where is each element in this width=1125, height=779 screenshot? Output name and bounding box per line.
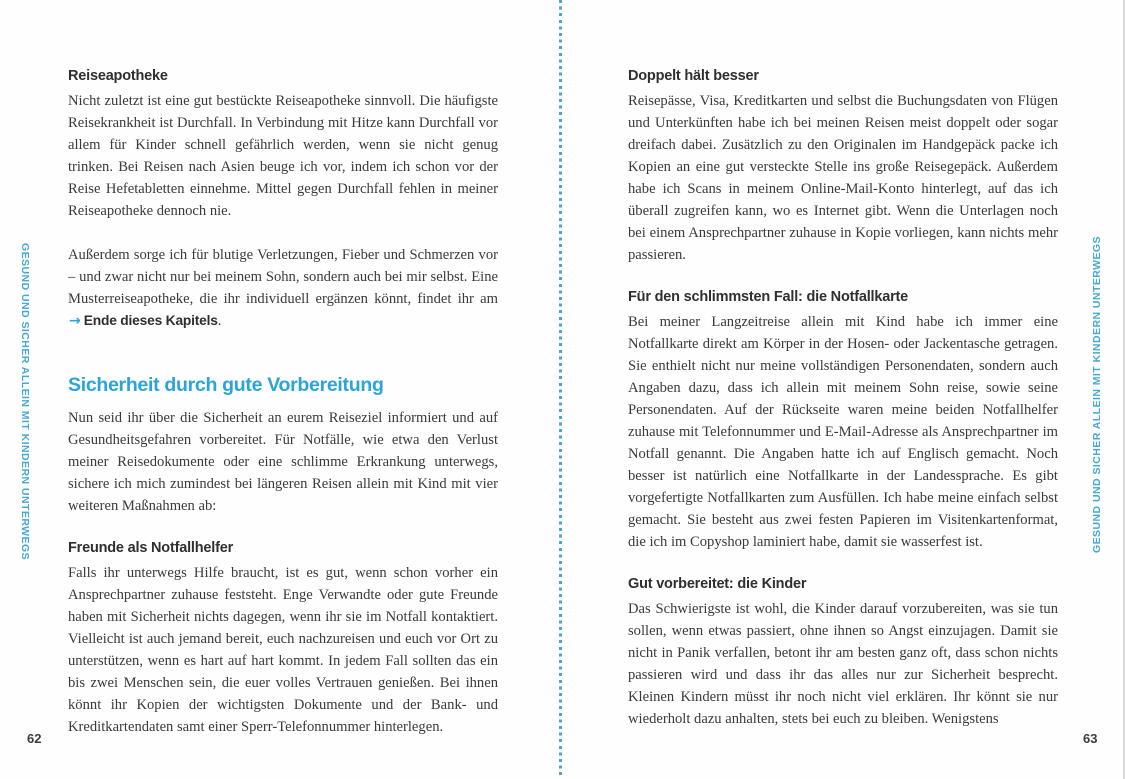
chapter-title-sidebar-left: GESUND UND SICHER ALLEIN MIT KINDERN UNTERWEGS	[19, 243, 31, 561]
page-number-62: 62	[27, 731, 42, 746]
chapter-end-reference-link[interactable]	[68, 313, 218, 329]
chapter-title-sidebar-right: GESUND UND SICHER ALLEIN MIT KINDERN UNTERWEGS	[1091, 236, 1103, 554]
paragraph-notfallkarte: Bei meiner Langzeitreise allein mit Kind habe ich immer eine Notfallkarte direkt am Körper in der Hosen- oder Jackentasche getragen. Sie enthielt nicht nur meine vollständigen Personendaten, sondern auch Angaben dazu, dass ich allein mit meinem Sohn reise, sowie seine Personendaten. Auf der Rückseite waren meine beiden Notfallhelfer zuhause mit Telefonnummer und E-Mail-Adresse als Ansprechpartner im Notfall genannt. Die Angaben hatte ich auf Englisch gemacht. Noch besser ist natürlich eine Notfallkarte in der Landessprache. Es gibt vorgefertigte Notfallkarten zum Ausfüllen. Ich habe meine einfach selbst gemacht. Sie besteht aus zwei festen Papieren im Visitenkartenformat, die ich im Copyshop laminiert habe, damit sie wasserfest ist.	[628, 314, 1058, 550]
chapter-end-reference-label: Ende dieses Kapitels	[83, 313, 218, 328]
page-number-63: 63	[1083, 731, 1098, 746]
paragraph-reiseapotheke-2-text: Außerdem sorge ich für blutige Verletzungen, Fieber und Schmerzen vor – und zwar nicht nur bei meinem Sohn, sondern auch bei mir selbst. Eine Musterreiseapotheke, die ihr individuell ergänzen könnt, findet ihr am	[68, 247, 498, 307]
left-page-column	[68, 67, 498, 738]
heading-reiseapotheke: Reiseapotheke	[68, 68, 168, 84]
paragraph-reiseapotheke-2-period: .	[217, 313, 222, 329]
heading-freunde-notfallhelfer: Freunde als Notfallhelfer	[68, 540, 234, 556]
paragraph-doppelt: Reisepässe, Visa, Kreditkarten und selbst die Buchungsdaten von Flügen und Unterkünften habe ich bei meinen Reisen meist doppelt oder sogar dreifach dabei. Zusätzlich zu den Originalen im Handgepäck packe ich Kopien an eine gut versteckte Stelle ins große Reisegepäck. Außerdem habe ich Scans in meinem Online-Mail-Konto hinterlegt, auf das ich überall zugreifen kann, wo es Internet gibt. Wenn die Unterlagen noch bei einem Ansprechpartner zuhause in Kopie vorliegen, kann nichts mehr passieren.	[628, 93, 1058, 263]
paragraph-kinder: Das Schwierigste ist wohl, die Kinder darauf vorzubereiten, was sie tun sollen, wenn etwas passiert, ohne ihnen so Angst einzujagen. Damit sie nicht in Panik verfallen, betont ihr am besten ganz oft, dass schon nichts passieren wird und dass ihr das alles nur zur Sicherheit besprecht. Kleinen Kindern müsst ihr noch nicht viel erklären. Ihr könnt sie nur wiederholt dazu anhalten, stets bei euch zu bleiben. Wenigstens	[628, 601, 1058, 727]
paragraph-reiseapotheke-2	[68, 244, 498, 332]
right-page-column	[628, 67, 1058, 730]
arrow-right-icon: →	[69, 313, 81, 329]
heading-sicherheit-vorbereitung: Sicherheit durch gute Vorbereitung	[68, 374, 384, 396]
page-divider-dotted-line	[559, 0, 562, 779]
heading-notfallkarte: Für den schlimmsten Fall: die Notfallkarte	[628, 289, 909, 305]
paragraph-reiseapotheke-1: Nicht zuletzt ist eine gut bestückte Reiseapotheke sinnvoll. Die häufigste Reisekrankheit ist Durchfall. In Verbindung mit Hitze kann Durchfall vor allem für Kinder schnell gefährlich werden, wenn sie nicht genug trinken. Bei Reisen nach Asien beuge ich vor, indem ich schon vor der Reise Hefetabletten einnehme. Mittel gegen Durchfall fehlen in meiner Reiseapotheke dennoch nie.	[68, 93, 498, 219]
heading-kinder-vorbereitet: Gut vorbereitet: die Kinder	[628, 576, 807, 592]
heading-doppelt-haelt-besser: Doppelt hält besser	[628, 68, 759, 84]
paragraph-notfallhelfer: Falls ihr unterwegs Hilfe braucht, ist es gut, wenn schon vorher ein Ansprechpartner zuhause feststeht. Enge Verwandte oder gute Freunde haben mit Sicherheit nichts dagegen, wenn ihr sie im Notfall kontaktiert. Vielleicht ist auch jemand bereit, euch nachzureisen und euch vor Ort zu unterstützen, wenn es hart auf hart kommt. In jedem Fall sollten das ein bis zwei Menschen sein, die euer volles Vertrauen genießen. Bei ihnen könnt ihr Kopien der wichtigsten Dokumente und der Bank- und Kreditkartendaten samt einer Sperr-Telefonnummer hinterlegen.	[68, 565, 498, 735]
paragraph-vorbereitung-intro: Nun seid ihr über die Sicherheit an eurem Reiseziel informiert und auf Gesundheitsgefahren vorbereitet. Für Notfälle, wie etwa den Verlust meiner Reisedokumente oder eine schlimme Erkrankung unterwegs, sichere ich mich zumindest bei längeren Reisen allein mit Kind mit vier weiteren Maßnahmen ab:	[68, 410, 498, 514]
